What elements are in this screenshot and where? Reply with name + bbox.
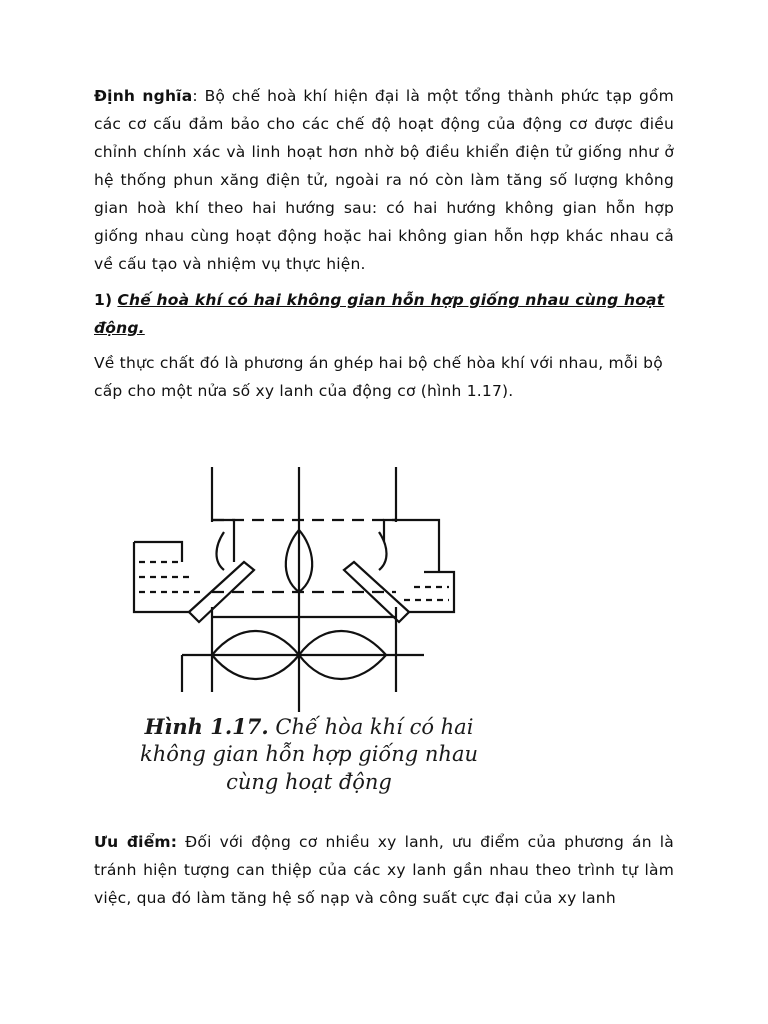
advantage-term: Ưu điểm: — [94, 833, 178, 851]
right-venturi-top — [384, 520, 396, 542]
figure-caption-text1: Chế hòa khí có hai — [275, 715, 474, 739]
definition-term: Định nghĩa — [94, 87, 193, 105]
definition-paragraph — [94, 82, 674, 278]
section-body: Về thực chất đó là phương án ghép hai bộ chế hòa khí với nhau, mỗi bộ cấp cho một nửa số xy lanh của động cơ (hình 1.17). — [94, 354, 663, 400]
section-heading — [94, 286, 674, 342]
figure-1-17 — [94, 412, 524, 812]
figure-label: Hình 1.17. — [144, 714, 269, 739]
left-venturi-top — [212, 520, 234, 562]
left-float-top — [134, 542, 182, 562]
advantage-text: Đối với động cơ nhiều xy lanh, ưu điểm của phương án là tránh hiện tượng can thiệp của các xy lanh gần nhau theo trình tự làm việc, qua đó làm tăng hệ số nạp và công suất cực đại của xy lanh — [94, 833, 674, 907]
section-title: Chế hoà khí có hai không gian hỗn hợp giống nhau cùng hoạt động. — [94, 291, 665, 337]
section-number: 1) — [94, 291, 113, 309]
carburetor-diagram — [94, 412, 524, 712]
figure-caption-line3: cùng hoạt động — [226, 770, 392, 794]
right-venturi-curve — [379, 532, 387, 570]
figure-caption-line2: không gian hỗn hợp giống nhau — [139, 742, 479, 766]
definition-text: : Bộ chế hoà khí hiện đại là một tổng thành phức tạp gồm các cơ cấu đảm bảo cho các chế độ hoạt động của động cơ được điều chỉnh chính xác và linh hoạt hơn nhờ bộ điều khiển điện tử giống như ở hệ thống phun xăng điện tử, ngoài ra nó còn làm tăng số lượng không gian hoà khí theo hai hướng sau: có hai hướng không gian hỗn hợp giống nhau cùng hoạt động hoặc hai không gian hỗn hợp khác nhau cả về cấu tạo và nhiệm vụ thực hiện. — [94, 87, 674, 273]
figure-caption-line1 — [94, 714, 524, 739]
right-float-chamber — [409, 572, 454, 612]
advantage-paragraph — [94, 828, 674, 912]
left-venturi-curve — [217, 532, 225, 570]
right-float-top — [394, 520, 439, 572]
